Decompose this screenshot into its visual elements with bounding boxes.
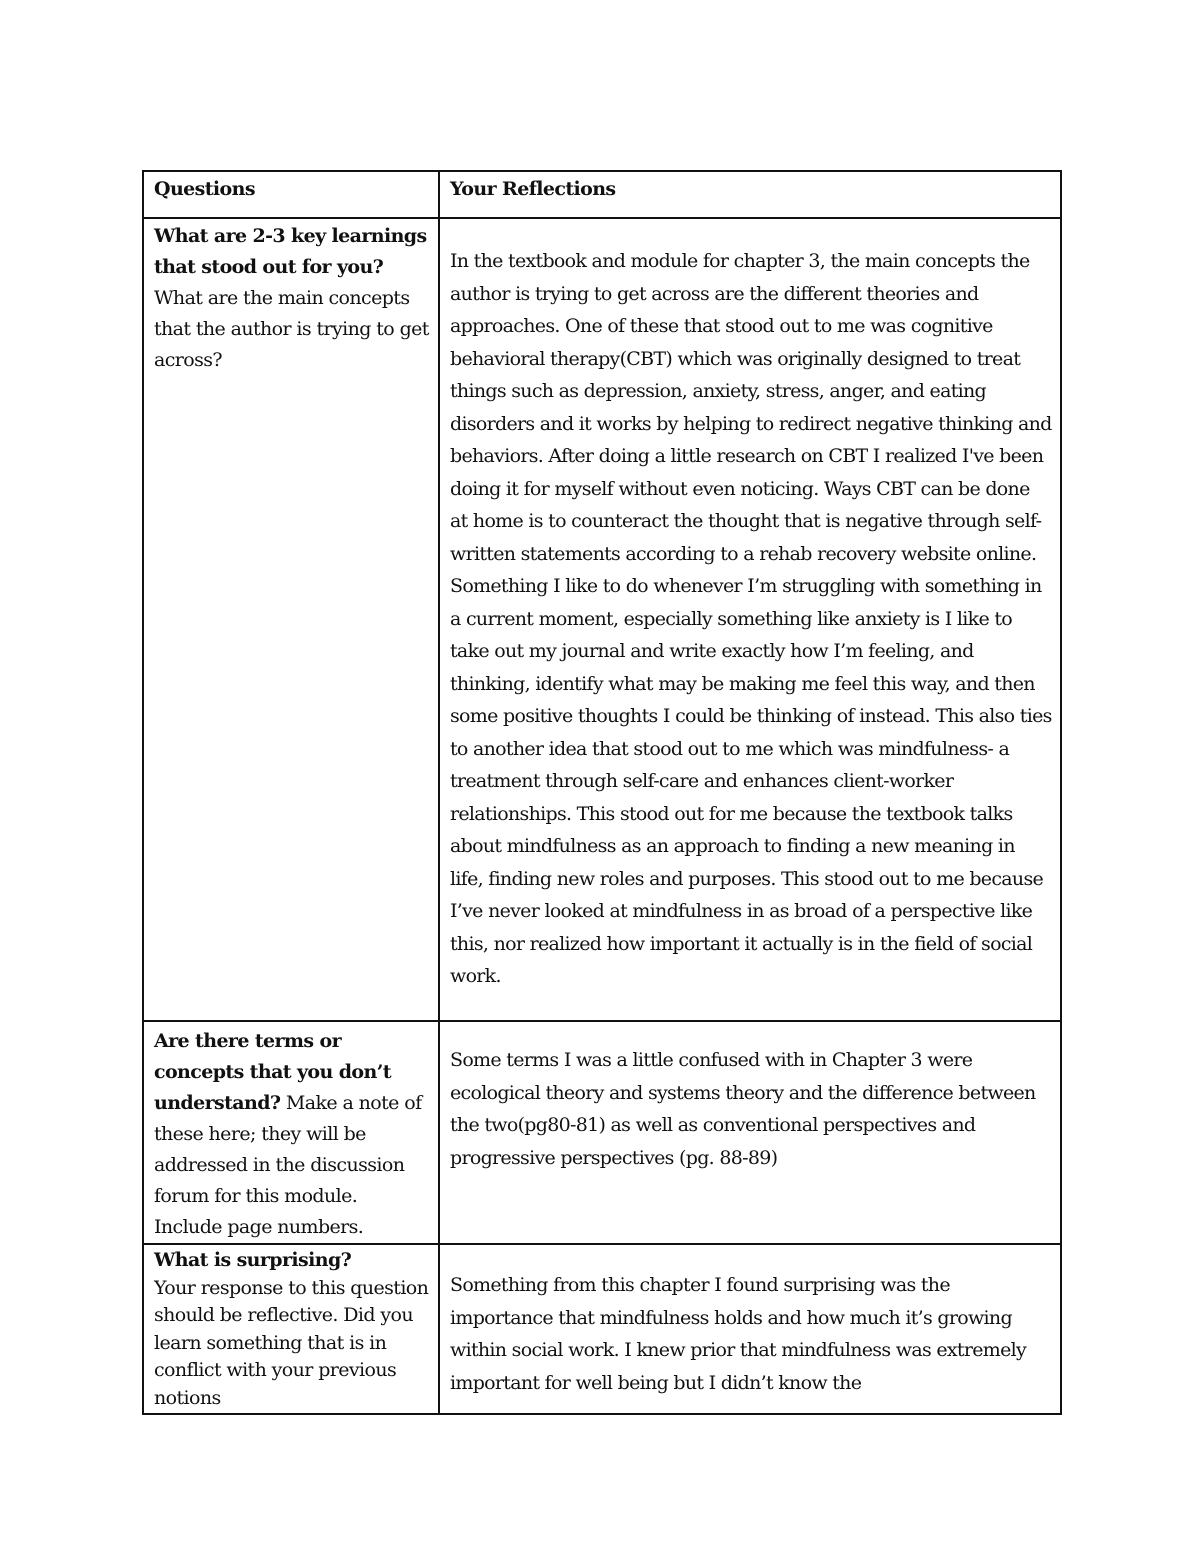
question-detail: Make a note of these here; they will be addressed in the discussion forum for this module. Include page numbers.: [154, 1092, 422, 1238]
table-row: [143, 1021, 1061, 1244]
reflection-text: In the textbook and module for chapter 3, the main concepts the author is trying to get across are the different theories and approaches. One of these that stood out to me was cognitive behavioral therapy(CBT) which was originally designed to treat things such as depression, anxiety, stress, anger, and eating disorders and it works by helping to redirect negative thinking and behaviors. After doing a little research on CBT I realized I've been doing it for myself without even noticing. Ways CBT can be done at home is to counteract the thought that is negative through self-written statements according to a rehab recovery website online. Something I like to do whenever I’m struggling with something in a current moment, especially something like anxiety is I like to take out my journal and write exactly how I’m feeling, and thinking, identify what may be making me feel this way, and then some positive thoughts I could be thinking of instead. This also ties to another idea that stood out to me which was mindfulness- a treatment through self-care and enhances client-worker relationships. This stood out for me because the textbook talks about mindfulness as an approach to finding a new meaning in life, finding new roles and purposes. This stood out to me because I’ve never looked at mindfulness in as broad of a perspective like this, nor realized how important it actually is in the field of social work.: [450, 250, 1052, 987]
question-text: [144, 1245, 438, 1412]
reflection-text: Something from this chapter I found surprising was the importance that mindfulness holds and how much it’s growing within social work. I knew prior that mindfulness was extremely important for well being but I didn’t know the: [450, 1274, 1027, 1394]
reflection-text: Some terms I was a little confused with in Chapter 3 were ecological theory and systems theory and the difference between the two(pg80-81) as well as conventional perspectives and progressive perspectives (pg. 88-89): [450, 1049, 1036, 1169]
reflection-cell: [439, 1021, 1061, 1244]
reflection-cell: [439, 218, 1061, 1021]
reflection-cell: [439, 1244, 1061, 1414]
table-row: [143, 218, 1061, 1021]
question-cell: [143, 1021, 439, 1244]
table-row: [143, 1244, 1061, 1414]
header-questions-cell: [143, 171, 439, 218]
question-detail: What are the main concepts that the author is trying to get across?: [154, 287, 429, 371]
question-text: [144, 219, 438, 376]
question-cell: [143, 218, 439, 1021]
question-bold: What are 2-3 key learnings that stood out for you?: [154, 225, 427, 278]
question-text: [144, 1022, 438, 1243]
header-reflections-cell: [439, 171, 1061, 218]
question-bold: Are there terms or concepts that you don’t understand?: [154, 1030, 391, 1114]
header-reflections: Your Reflections: [450, 178, 616, 200]
question-bold: What is surprising?: [154, 1249, 352, 1271]
question-detail: Your response to this question should be reflective. Did you learn something that is in conflict with your previous notions: [154, 1276, 429, 1409]
question-cell: [143, 1244, 439, 1414]
reflection-table: [142, 170, 1062, 1415]
table-header-row: [143, 171, 1061, 218]
header-questions: Questions: [154, 178, 255, 200]
